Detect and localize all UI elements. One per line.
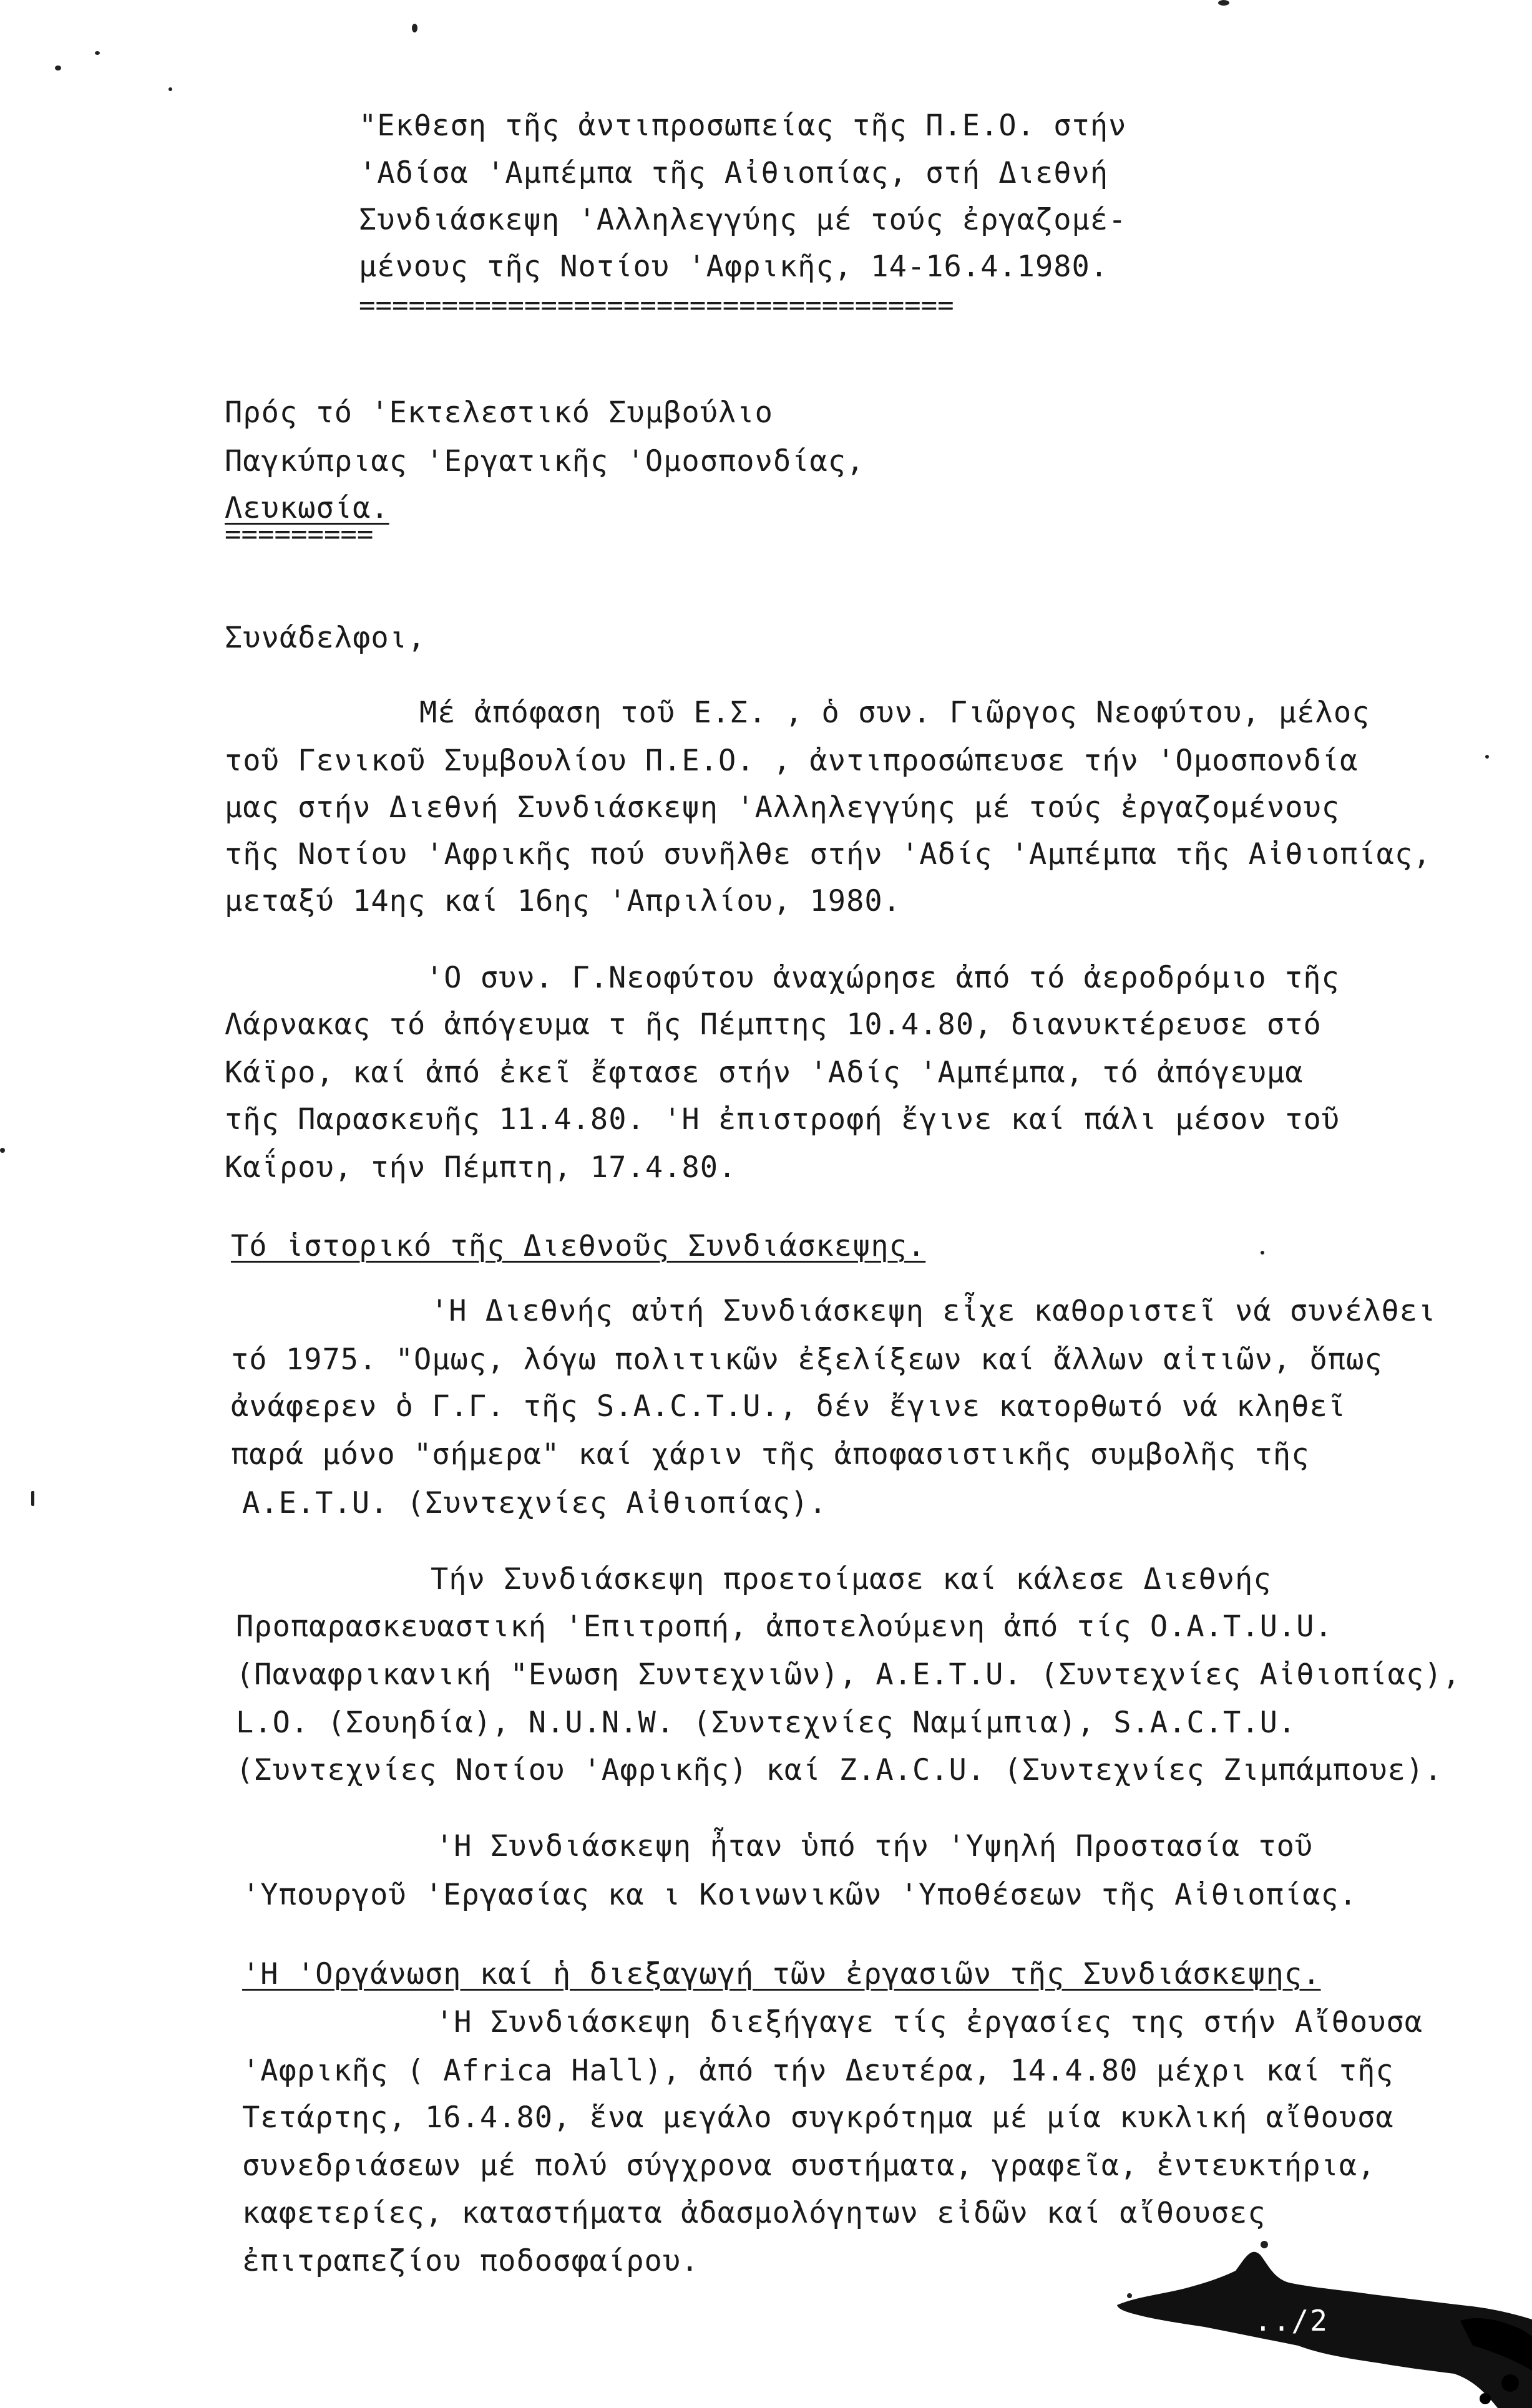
- title-line-3: Συνδιάσκεψη 'Αλληλεγγύης μέ τούς ἐργαζομέ-: [359, 203, 1127, 237]
- paragraph-6-line-1: 'Η Συνδιάσκεψη διεξήγαγε τίς ἐργασίες της στήν Αἴθουσα: [436, 2005, 1423, 2039]
- paragraph-4-line-2: Προπαρασκευαστική 'Επιτροπή, ἀποτελούμενη ἀπό τίς O.A.T.U.U.: [236, 1609, 1333, 1644]
- paragraph-6-line-4: συνεδριάσεων μέ πολύ σύγχρονα συστήματα, γραφεῖα, ἐντευκτήρια,: [242, 2148, 1376, 2183]
- paragraph-3-line-2: τό 1975. "Ομως, λόγω πολιτικῶν ἐξελίξεων καί ἄλλων αἰτιῶν, ὅπως: [231, 1342, 1383, 1377]
- paragraph-1-line-3: μας στήν Διεθνή Συνδιάσκεψη 'Αλληλεγγύης μέ τούς ἐργαζομένους: [225, 790, 1340, 825]
- paragraph-1-line-1: Μέ ἀπόφαση τοῦ Ε.Σ. , ὁ συν. Γιῶργος Νεοφύτου, μέλος: [419, 696, 1370, 730]
- addressee-line-3: Λευκωσία.: [225, 491, 389, 525]
- scan-speck: [31, 1491, 34, 1506]
- paragraph-6-line-3: Τετάρτης, 16.4.80, ἕνα μεγάλο συγκρότημα μέ μία κυκλική αἴθουσα: [242, 2100, 1394, 2135]
- paragraph-4-line-4: L.O. (Σουηδία), N.U.N.W. (Συντεχνίες Ναμίμπια), S.A.C.T.U.: [236, 1706, 1297, 1740]
- title-double-rule: ====================================: [359, 296, 954, 315]
- paragraph-2-line-2: Λάρνακας τό ἀπόγευμα τ ῆς Πέμπτης 10.4.80, διανυκτέρευσε στό: [225, 1007, 1322, 1042]
- paragraph-3-line-3: ἀνάφερεν ὁ Γ.Γ. τῆς S.A.C.T.U., δέν ἔγινε κατορθωτό νά κληθεῖ: [231, 1389, 1347, 1424]
- paragraph-3-line-5: A.E.T.U. (Συντεχνίες Αἰθιοπίας).: [242, 1486, 827, 1520]
- addressee-double-rule: =========: [225, 525, 374, 544]
- title-line-4: μένους τῆς Νοτίου 'Αφρικῆς, 14-16.4.1980.: [359, 250, 1109, 284]
- scan-speck: [95, 51, 100, 55]
- paragraph-1-line-5: μεταξύ 14ης καί 16ης 'Απριλίου, 1980.: [225, 884, 901, 918]
- paragraph-2-line-3: Κάϊρο, καί ἀπό ἐκεῖ ἔφτασε στήν 'Αδίς 'Αμπέμπα, τό ἀπόγευμα: [225, 1056, 1304, 1090]
- scan-speck: [0, 1148, 5, 1153]
- paragraph-6-line-6: ἐπιτραπεζίου ποδοσφαίρου.: [242, 2244, 700, 2278]
- addressee-line-1: Πρός τό 'Εκτελεστικό Συμβούλιο: [225, 396, 773, 430]
- page-continuation-marker: ../2: [1254, 2304, 1329, 2338]
- section-heading-organisation: 'Η 'Οργάνωση καί ἡ διεξαγωγή τῶν ἐργασιῶν τῆς Συνδιάσκεψης.: [242, 1957, 1321, 1991]
- scan-speck: [1218, 0, 1229, 6]
- scan-speck: [1485, 755, 1489, 759]
- paragraph-2-line-4: τῆς Παρασκευῆς 11.4.80. 'Η ἐπιστροφή ἔγινε καί πάλι μέσον τοῦ: [225, 1102, 1340, 1137]
- paragraph-5-line-2: 'Υπουργοῦ 'Εργασίας κα ι Κοινωνικῶν 'Υποθέσεων τῆς Αἰθιοπίας.: [242, 1878, 1358, 1912]
- paragraph-6-line-2: 'Αφρικῆς ( Africa Hall), ἀπό τήν Δευτέρα, 14.4.80 μέχρι καί τῆς: [242, 2054, 1394, 2088]
- salutation: Συνάδελφοι,: [225, 621, 426, 655]
- paragraph-6-line-5: καφετερίες, καταστήματα ἀδασμολόγητων εἰδῶν καί αἴθουσες: [242, 2196, 1266, 2230]
- paragraph-3-line-4: παρά μόνο "σήμερα" καί χάριν τῆς ἀποφασιστικῆς συμβολῆς τῆς: [231, 1437, 1310, 1472]
- scan-speck: [412, 24, 417, 32]
- paragraph-2-line-5: Καΐρου, τήν Πέμπτη, 17.4.80.: [225, 1150, 737, 1185]
- paragraph-5-line-1: 'Η Συνδιάσκεψη ἦταν ὑπό τήν 'Υψηλή Προστασία τοῦ: [436, 1829, 1314, 1863]
- scan-speck: [1261, 1251, 1264, 1255]
- paragraph-4-line-1: Τήν Συνδιάσκεψη προετοίμασε καί κάλεσε Διεθνής: [431, 1562, 1272, 1596]
- scan-speck: [55, 66, 61, 70]
- title-line-1: "Εκθεση τῆς ἀντιπροσωπείας τῆς Π.Ε.Ο. στήν: [359, 109, 1127, 143]
- scan-speck: [168, 87, 172, 91]
- paragraph-1-line-4: τῆς Νοτίου 'Αφρικῆς πού συνῆλθε στήν 'Αδίς 'Αμπέμπα τῆς Αἰθιοπίας,: [225, 837, 1432, 871]
- addressee-line-2: Παγκύπριας 'Εργατικῆς 'Ομοσπονδίας,: [225, 444, 865, 478]
- paragraph-2-line-1: 'Ο συν. Γ.Νεοφύτου ἀναχώρησε ἀπό τό ἀεροδρόμιο τῆς: [426, 961, 1340, 995]
- title-line-2: 'Αδίσα 'Αμπέμπα τῆς Αἰθιοπίας, στή Διεθνή: [359, 156, 1109, 190]
- section-heading-history: Τό ἱστορικό τῆς Διεθνοῦς Συνδιάσκεψης.: [231, 1229, 926, 1263]
- paragraph-4-line-3: (Παναφρικανική "Ενωση Συντεχνιῶν), A.E.T.U. (Συντεχνίες Αἰθιοπίας),: [236, 1658, 1461, 1692]
- paragraph-1-line-2: τοῦ Γενικοῦ Συμβουλίου Π.Ε.Ο. , ἀντιπροσώπευσε τήν 'Ομοσπονδία: [225, 744, 1359, 778]
- paragraph-3-line-1: 'Η Διεθνής αὐτή Συνδιάσκεψη εἶχε καθοριστεῖ νά συνέλθει: [431, 1294, 1437, 1328]
- paragraph-4-line-5: (Συντεχνίες Νοτίου 'Αφρικῆς) καί Z.A.C.U. (Συντεχνίες Ζιμπάμπουε).: [236, 1753, 1443, 1787]
